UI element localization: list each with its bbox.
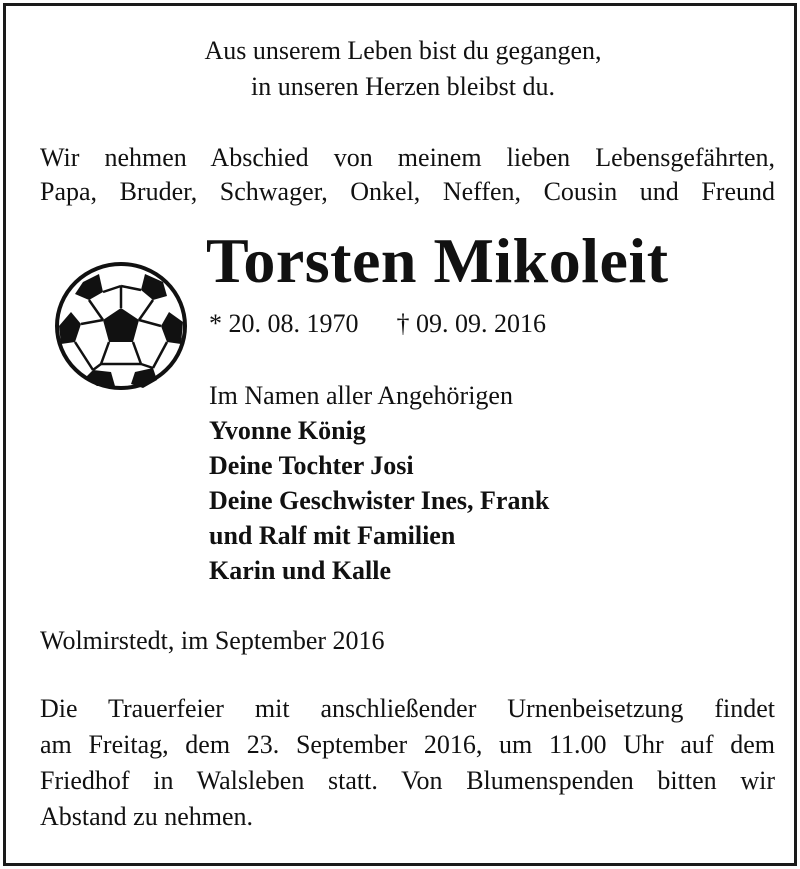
mourners-block [209,378,549,588]
place-date: Wolmirstedt, im September 2016 [40,626,385,655]
mourner-name: Yvonne König [209,416,366,445]
intro-line-1: Wir nehmen Abschied von meinem lieben Lebensgefährten, [40,143,775,172]
mourner-name: Karin und Kalle [209,556,392,585]
notice-frame [3,3,797,866]
mourner-name: und Ralf mit Familien [209,521,456,550]
death-date: † 09. 09. 2016 [396,309,546,338]
intro-line-2: Papa, Bruder, Schwager, Onkel, Neffen, Cousin und Freund [40,177,775,206]
birth-date: * 20. 08. 1970 [209,309,359,338]
soccer-ball-icon [53,260,189,392]
life-dates [209,309,546,339]
mourner-name: Deine Geschwister Ines, Frank [209,486,550,515]
motto-line-2: in unseren Herzen bleibst du. [251,72,555,101]
mourners-intro: Im Namen aller Angehörigen [209,381,513,410]
motto-line-1: Aus unserem Leben bist du gegangen, [204,36,602,65]
funeral-line-1: Die Trauerfeier mit anschließender Urnenbeisetzung findet [40,694,775,723]
funeral-line-2: am Freitag, dem 23. September 2016, um 11.00 Uhr auf dem [40,730,775,759]
deceased-name: Torsten Mikoleit [206,225,669,296]
funeral-line-3: Friedhof in Walsleben statt. Von Blumenspenden bitten wir [40,766,775,795]
funeral-line-4: Abstand zu nehmen. [40,802,254,831]
mourner-name: Deine Tochter Josi [209,451,414,480]
